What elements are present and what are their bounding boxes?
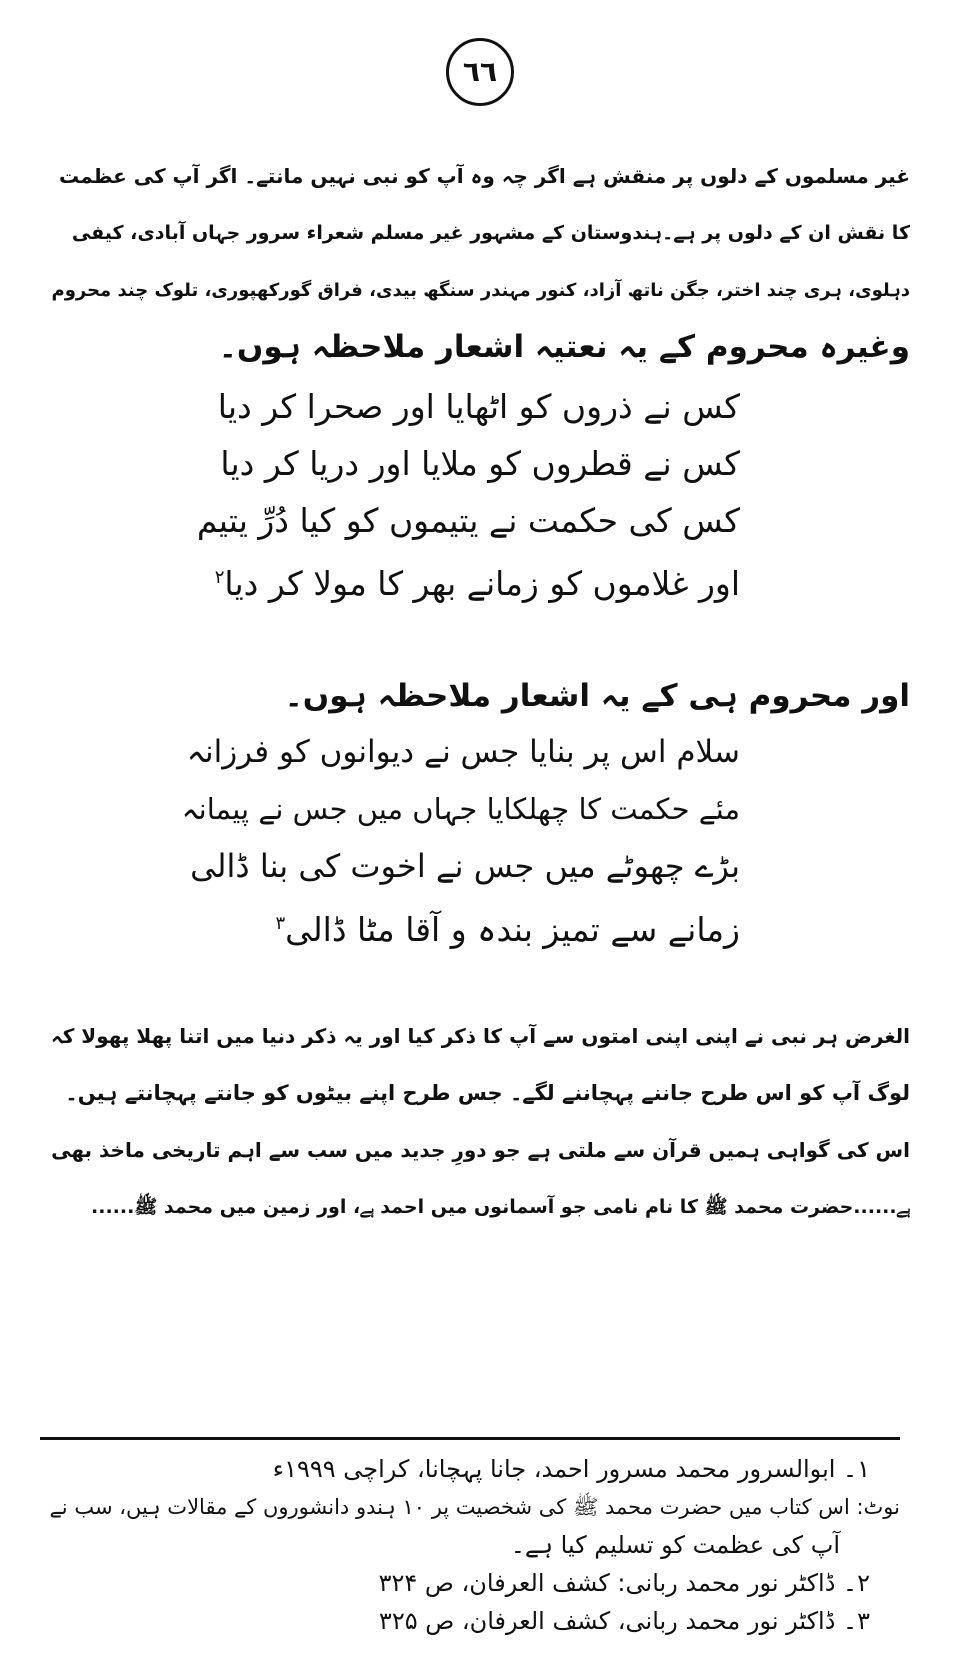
closing-line: الغرض ہر نبی نے اپنی اپنی امتوں سے آپ کا ذکر کیا اور یہ ذکر دنیا میں اتنا پھلا پھولا کہ <box>50 1024 910 1048</box>
closing-paragraph <box>50 1008 910 1236</box>
intro-line: کا نقش ان کے دلوں پر ہے۔ہندوستان کے مشہور غیر مسلم شعراء سرور جہاں آبادی، کیفی <box>71 222 910 244</box>
poem-1-verse: کس نے قطروں کو ملایا اور دریا کر دیا <box>220 444 740 483</box>
poem-1-last-verse: اور غلاموں کو زمانے بھر کا مولا کر دیا <box>224 564 740 603</box>
closing-line: اس کی گواہی ہمیں قرآن سے ملتی ہے جو دورِ جدید میں سب سے اہم تاریخی ماخذ بھی <box>51 1138 910 1162</box>
footnotes <box>40 1450 900 1640</box>
intro-line: وغیرہ محروم کے یہ نعتیہ اشعار ملاحظہ ہوں۔ <box>218 329 910 365</box>
poem-2-verse: بڑے چھوٹے میں جس نے اخوت کی بنا ڈالی <box>190 847 740 885</box>
intro-paragraph <box>50 148 910 376</box>
footnote-divider <box>40 1437 900 1440</box>
poem-1 <box>180 378 740 612</box>
closing-line: ہے......حضرت محمد ﷺ کا نام نامی جو آسمانوں میں احمد ہے، اور زمین میں محمد ﷺ...... <box>91 1196 910 1218</box>
poem-1-verse <box>180 549 740 612</box>
mid-line: اور محروم ہی کے یہ اشعار ملاحظہ ہوں۔ <box>284 678 910 714</box>
poem-2-verse: مئے حکمت کا چھلکایا جہاں میں جس نے پیمانہ <box>181 792 740 826</box>
closing-line: لوگ آپ کو اس طرح جاننے پہچاننے لگے۔ جس طرح اپنے بیٹوں کو جانتے پہچانتے ہیں۔ <box>65 1081 910 1105</box>
poem-1-verse: کس کی حکمت نے یتیموں کو کیا دُرِّ یتیم <box>196 501 740 540</box>
page-number: ٦٦ <box>446 38 514 106</box>
footnote-note: نوٹ: اس کتاب میں حضرت محمد ﷺ کی شخصیت پر ۱۰ ہندو دانشوروں کے مقالات ہیں، سب نے <box>49 1495 900 1519</box>
poem-1-verse: کس نے ذروں کو اٹھایا اور صحرا کر دیا <box>217 387 740 426</box>
footnote-ref-3: ۳ <box>275 913 286 934</box>
intro-line: غیر مسلموں کے دلوں پر منقش ہے اگر چہ وہ آپ کو نبی نہیں مانتے۔ اگر آپ کی عظمت <box>59 164 910 188</box>
mid-paragraph <box>50 668 910 725</box>
footnote-3: ۳۔ ڈاکٹر نور محمد ربانی، کشف العرفان، ص ۳۲۵ <box>378 1607 870 1635</box>
poem-2 <box>180 724 740 958</box>
footnote-note-cont: آپ کی عظمت کو تسلیم کیا ہے۔ <box>510 1531 840 1559</box>
poem-2-verse <box>180 895 740 958</box>
poem-2-verse: سلام اس پر بنایا جس نے دیوانوں کو فرزانہ <box>186 734 740 770</box>
footnote-1: ۱۔ ابوالسرور محمد مسرور احمد، جانا پہچانا، کراچی ۱۹۹۹ء <box>272 1455 870 1483</box>
intro-line: دہلوی، ہری چند اختر، جگن ناتھ آزاد، کنور مہندر سنگھ بیدی، فراق گورکھپوری، تلوک چند محروم <box>51 280 910 301</box>
poem-2-last-verse: زمانے سے تمیز بندہ و آقا مٹا ڈالی <box>285 910 740 949</box>
footnote-ref-2: ۲ <box>214 567 225 588</box>
footnote-2: ۲۔ ڈاکٹر نور محمد ربانی: کشف العرفان، ص ۳۲۴ <box>378 1569 870 1597</box>
